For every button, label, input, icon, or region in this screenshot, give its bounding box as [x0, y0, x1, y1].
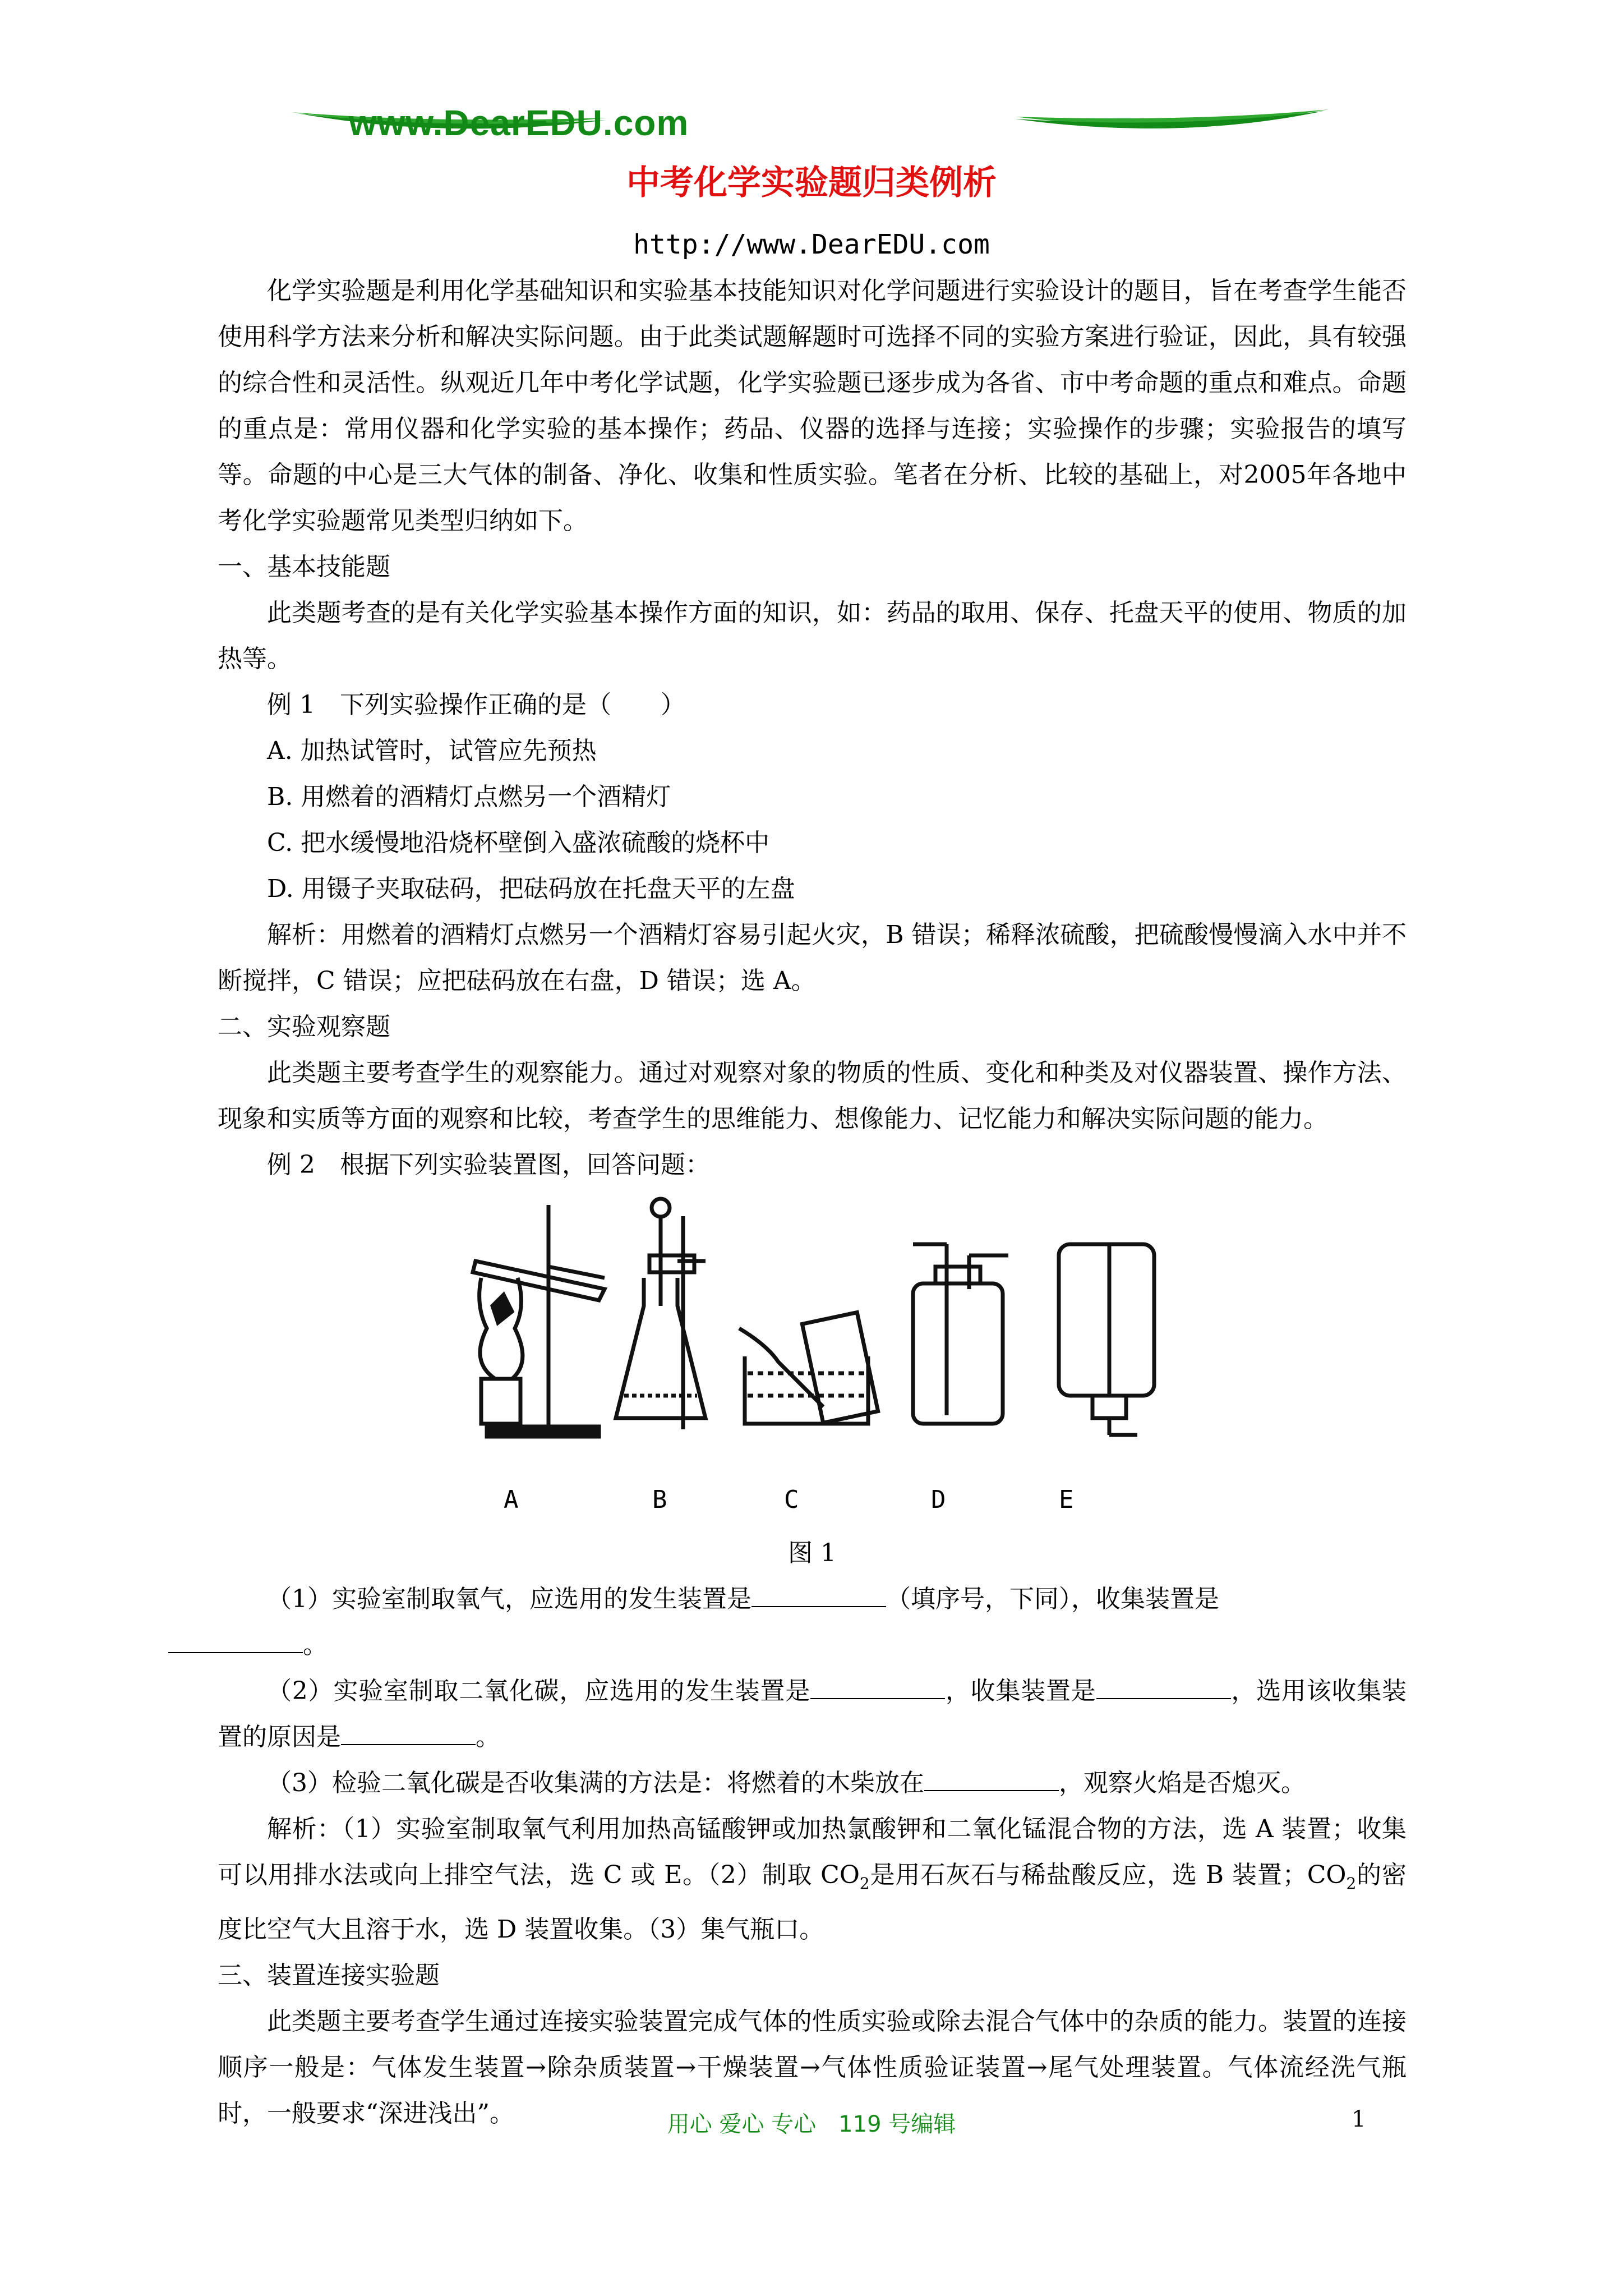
question-text: 。	[476, 1723, 500, 1751]
answer-blank[interactable]	[810, 1676, 945, 1699]
option-d: D. 用镊子夹取砝码，把砝码放在托盘天平的左盘	[267, 875, 795, 903]
analysis-text: 解析：（1）实验室制取氧气利用加热高锰酸钾或加热氯酸钾和二氧化锰混合物的方法，选 A 装置；收集可以用排水法或向上排空气法，选 C 或 E。（2）制取 CO	[218, 1815, 1407, 1889]
figure-label-b: B	[652, 1485, 667, 1514]
site-url[interactable]: http://www.DearEDU.com	[633, 229, 990, 260]
figure-label-a: A	[504, 1485, 519, 1514]
question-text: ，收集装置是	[945, 1677, 1096, 1705]
figure-label-e: E	[1059, 1485, 1074, 1514]
section-description: 此类题主要考查学生通过连接实验装置完成气体的性质实验或除去混合气体中的杂质的能力。装置的连接顺序一般是：气体发生装置→除杂质装置→干燥装置→气体性质验证装置→尾气处理装置。气体流经洗气瓶时，一般要求“深进浅出”。	[218, 2007, 1407, 2128]
figure-label-d: D	[931, 1485, 946, 1514]
lab-apparatus-diagram	[464, 1194, 1160, 1485]
apparatus-figure	[218, 1188, 1407, 1530]
section-heading: 二、实验观察题	[218, 1013, 390, 1041]
question-2	[218, 1668, 1407, 1760]
option-c: C. 把水缓慢地沿烧杯壁倒入盛浓硫酸的烧杯中	[267, 829, 770, 857]
analysis-text: 是用石灰石与稀盐酸反应，选 B 装置；CO	[869, 1861, 1347, 1889]
question-text: （1）实验室制取氧气，应选用的发生装置是	[267, 1585, 751, 1613]
example-question: 例 1 下列实验操作正确的是（ ）	[267, 691, 685, 719]
footer-slogan: 用心 爱心 专心 119 号编辑	[667, 2111, 956, 2137]
question-text: （填序号，下同），收集装置是	[886, 1585, 1219, 1613]
analysis-text: 的密度比空气大且溶于水，选 D 装置收集。（3）集气瓶口。	[218, 1861, 1407, 1944]
answer-blank[interactable]	[751, 1584, 886, 1607]
apparatus-a-icon	[473, 1205, 605, 1437]
option-b: B. 用燃着的酒精灯点燃另一个酒精灯	[267, 783, 671, 811]
example-question: 例 2 根据下列实验装置图，回答问题：	[267, 1151, 710, 1179]
apparatus-d-icon	[913, 1244, 1008, 1424]
section-heading: 一、基本技能题	[218, 553, 390, 581]
section-description: 此类题考查的是有关化学实验基本操作方面的知识，如：药品的取用、保存、托盘天平的使用、物质的加热等。	[218, 599, 1407, 673]
apparatus-e-icon	[1059, 1244, 1154, 1435]
subscript: 2	[1346, 1874, 1357, 1893]
section-heading: 三、装置连接实验题	[218, 1961, 440, 1990]
question-text: ，选用该收集装置的原因是	[218, 1677, 1407, 1751]
analysis-paragraph	[218, 1806, 1407, 1953]
section-description: 此类题主要考查学生的观察能力。通过对观察对象的物质的性质、变化和种类及对仪器装置、操作方法、现象和实质等方面的观察和比较，考查学生的思维能力、想像能力、记忆能力和解决实际问题的能力。	[218, 1059, 1407, 1133]
question-3	[218, 1760, 1407, 1806]
answer-blank[interactable]	[924, 1768, 1059, 1791]
question-text: （2）实验室制取二氧化碳，应选用的发生装置是	[267, 1677, 811, 1705]
option-a: A. 加热试管时，试管应先预热	[267, 737, 597, 765]
question-1	[218, 1576, 1407, 1668]
apparatus-b-icon	[616, 1199, 706, 1429]
intro-paragraph: 化学实验题是利用化学基础知识和实验基本技能知识对化学问题进行实验设计的题目，旨在考查学生能否使用科学方法来分析和解决实际问题。由于此类试题解题时可选择不同的实验方案进行验证，因此，具有较强的综合性和灵活性。纵观近几年中考化学试题，化学实验题已逐步成为各省、市中考命题的重点和难点。命题的重点是：常用仪器和化学实验的基本操作；药品、仪器的选择与连接；实验操作的步骤；实验报告的填写等。命题的中心是三大气体的制备、净化、收集和性质实验。笔者在分析、比较的基础上，对2005年各地中考化学实验题常见类型归纳如下。	[218, 277, 1407, 535]
answer-blank[interactable]	[1096, 1676, 1231, 1699]
question-text: （3）检验二氧化碳是否收集满的方法是：将燃着的木柴放在	[267, 1769, 924, 1797]
page-title: 中考化学实验题归类例析	[626, 163, 997, 203]
article-body	[218, 268, 1407, 2137]
figure-label-c: C	[784, 1485, 799, 1514]
question-text: 。	[303, 1631, 328, 1659]
page-number: 1	[1352, 2106, 1366, 2132]
site-logo[interactable]: www.DearEDU.com	[348, 103, 689, 143]
figure-caption: 图 1	[788, 1539, 836, 1567]
question-text: ，观察火焰是否熄灭。	[1059, 1769, 1306, 1797]
apparatus-c-icon	[739, 1313, 878, 1424]
analysis-paragraph: 解析：用燃着的酒精灯点燃另一个酒精灯容易引起火灾，B 错误；稀释浓硫酸，把硫酸慢慢滴入水中并不断搅拌，C 错误；应把砝码放在右盘，D 错误；选 A。	[218, 921, 1407, 995]
answer-blank[interactable]	[341, 1722, 476, 1745]
answer-blank[interactable]	[168, 1630, 303, 1653]
subscript: 2	[859, 1874, 870, 1893]
